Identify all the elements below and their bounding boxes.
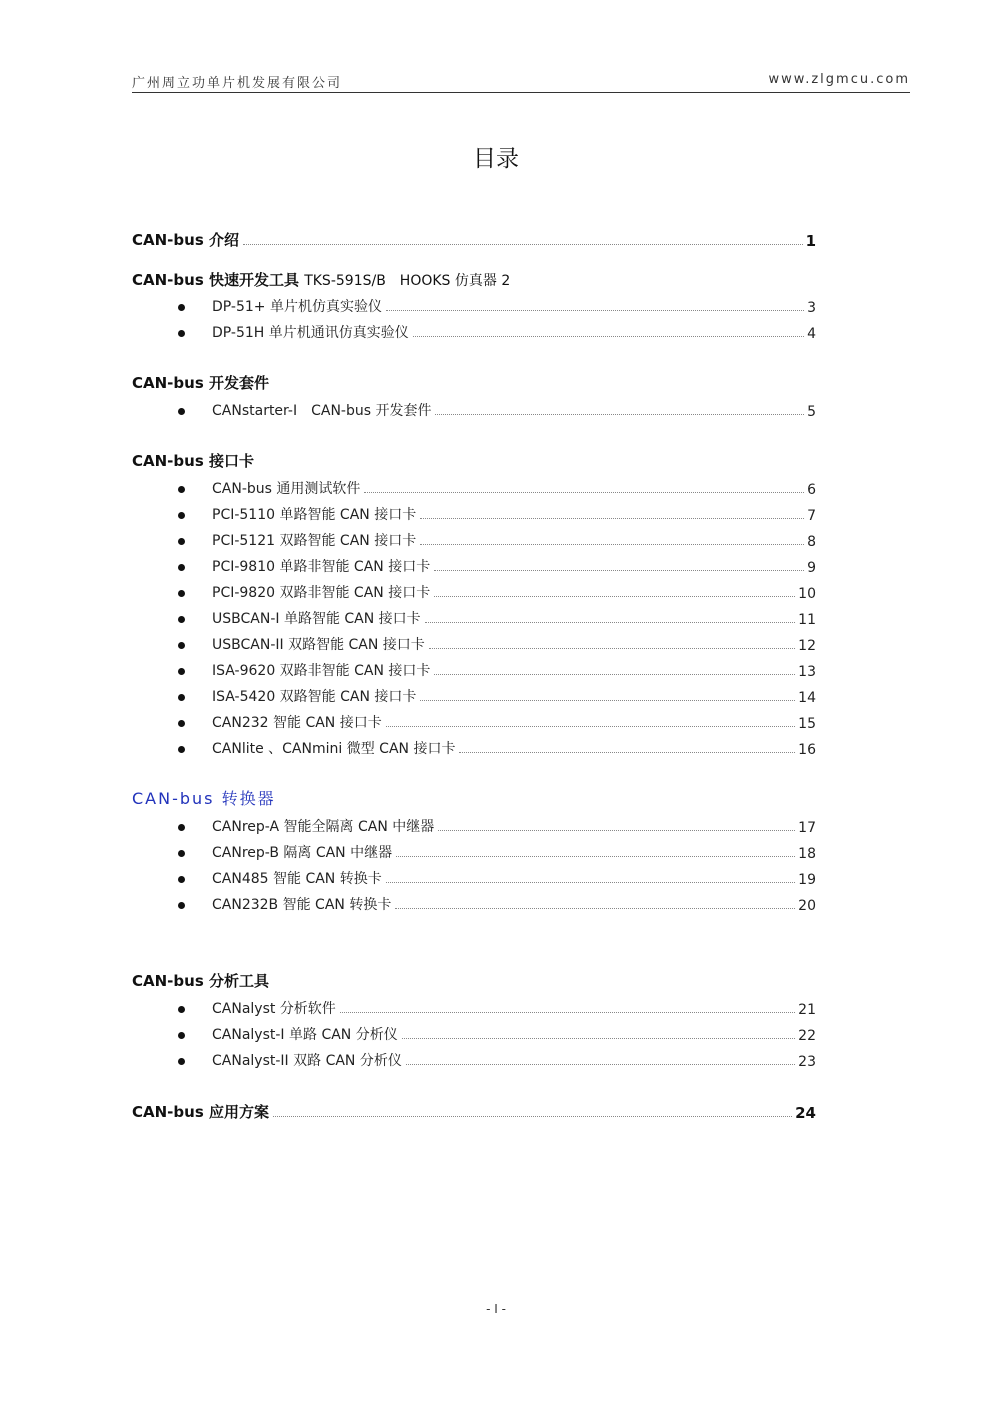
bullet-icon (178, 538, 185, 545)
page-number: 20 (798, 898, 816, 914)
toc-item[interactable]: PCI-9810 单路非智能 CAN 接口卡 9 (212, 554, 816, 576)
page-number: 18 (798, 846, 816, 862)
page-number: 23 (798, 1054, 816, 1070)
bullet-icon (178, 824, 185, 831)
bullet-icon (178, 408, 185, 415)
toc-heading-cards[interactable]: CAN-bus 接口卡 (132, 452, 254, 470)
toc-item[interactable]: CANrep-A 智能全隔离 CAN 中继器 17 (212, 814, 816, 836)
website-url: www.zlgmcu.com (768, 72, 910, 87)
toc-entry-intro[interactable]: CAN-bus 介绍 1 (132, 231, 816, 250)
page-number: 24 (795, 1104, 816, 1122)
toc-item[interactable]: DP-51H 单片机通讯仿真实验仪 4 (212, 320, 816, 342)
leader-dots (243, 244, 803, 245)
leader-dots (395, 908, 795, 909)
leader-dots (420, 518, 804, 519)
bullet-icon (178, 642, 185, 649)
leader-dots (386, 310, 804, 311)
bullet-icon (178, 330, 185, 337)
leader-dots (435, 414, 804, 415)
page-number: 4 (807, 326, 816, 342)
bullet-icon (178, 616, 185, 623)
toc-item[interactable]: ISA-5420 双路智能 CAN 接口卡 14 (212, 684, 816, 706)
page-footer-number: - I - (486, 1302, 506, 1316)
bullet-icon (178, 304, 185, 311)
leader-dots (434, 570, 804, 571)
page-number: 12 (798, 638, 816, 654)
leader-dots (402, 1038, 795, 1039)
toc-item[interactable]: ISA-9620 双路非智能 CAN 接口卡 13 (212, 658, 816, 680)
page-number: 15 (798, 716, 816, 732)
bullet-icon (178, 746, 185, 753)
bullet-icon (178, 694, 185, 701)
toc-item[interactable]: CANlite 、CANmini 微型 CAN 接口卡 16 (212, 736, 816, 758)
leader-dots (413, 336, 804, 337)
page-number: 14 (798, 690, 816, 706)
toc-item[interactable]: CAN232B 智能 CAN 转换卡 20 (212, 892, 816, 914)
leader-dots (273, 1116, 792, 1117)
toc-item[interactable]: PCI-5121 双路智能 CAN 接口卡 8 (212, 528, 816, 550)
page-number: 6 (807, 482, 816, 498)
toc-heading-analysis[interactable]: CAN-bus 分析工具 (132, 972, 269, 990)
bullet-icon (178, 1058, 185, 1065)
page-number: 10 (798, 586, 816, 602)
bullet-icon (178, 668, 185, 675)
page-number: 5 (807, 404, 816, 420)
bullet-icon (178, 1006, 185, 1013)
page-number: 17 (798, 820, 816, 836)
leader-dots (364, 492, 804, 493)
toc-item[interactable]: CANrep-B 隔离 CAN 中继器 18 (212, 840, 816, 862)
heading-subtitle: TKS-591S/B HOOKS 仿真器 2 (304, 273, 511, 289)
leader-dots (406, 1064, 795, 1065)
page-number: 9 (807, 560, 816, 576)
bullet-icon (178, 1032, 185, 1039)
leader-dots (459, 752, 795, 753)
toc-item[interactable]: USBCAN-I 单路智能 CAN 接口卡 11 (212, 606, 816, 628)
bullet-icon (178, 876, 185, 883)
page-number: 1 (805, 232, 816, 250)
leader-dots (425, 622, 795, 623)
toc-item[interactable]: PCI-9820 双路非智能 CAN 接口卡 10 (212, 580, 816, 602)
toc-item[interactable]: DP-51+ 单片机仿真实验仪 3 (212, 294, 816, 316)
company-name: 广州周立功单片机发展有限公司 (132, 76, 343, 91)
leader-dots (434, 674, 795, 675)
bullet-icon (178, 564, 185, 571)
page-number: 19 (798, 872, 816, 888)
bullet-icon (178, 590, 185, 597)
page-number: 3 (807, 300, 816, 316)
toc-item[interactable]: CAN232 智能 CAN 接口卡 15 (212, 710, 816, 732)
toc-item[interactable]: CAN-bus 通用测试软件 6 (212, 476, 816, 498)
toc-item[interactable]: CAN485 智能 CAN 转换卡 19 (212, 866, 816, 888)
page-number: 21 (798, 1002, 816, 1018)
toc-heading-kit[interactable]: CAN-bus 开发套件 (132, 374, 269, 392)
page-number: 16 (798, 742, 816, 758)
page-title: 目录 (473, 146, 519, 172)
bullet-icon (178, 902, 185, 909)
toc-item[interactable]: CANalyst-I 单路 CAN 分析仪 22 (212, 1022, 816, 1044)
leader-dots (438, 830, 795, 831)
toc-heading-converters[interactable]: CAN-bus 转换器 (132, 789, 276, 808)
bullet-icon (178, 486, 185, 493)
leader-dots (434, 596, 795, 597)
leader-dots (386, 726, 795, 727)
toc-item[interactable]: CANstarter-I CAN-bus 开发套件 5 (212, 398, 816, 420)
toc-heading-tools[interactable]: CAN-bus 快速开发工具 TKS-591S/B HOOKS 仿真器 2 (132, 271, 511, 289)
toc-entry-applications[interactable]: CAN-bus 应用方案 24 (132, 1103, 816, 1122)
page-number: 8 (807, 534, 816, 550)
leader-dots (420, 700, 795, 701)
page-number: 11 (798, 612, 816, 628)
leader-dots (386, 882, 795, 883)
bullet-icon (178, 512, 185, 519)
page-number: 22 (798, 1028, 816, 1044)
toc-item[interactable]: USBCAN-II 双路智能 CAN 接口卡 12 (212, 632, 816, 654)
leader-dots (396, 856, 795, 857)
toc-item[interactable]: PCI-5110 单路智能 CAN 接口卡 7 (212, 502, 816, 524)
bullet-icon (178, 850, 185, 857)
leader-dots (429, 648, 795, 649)
bullet-icon (178, 720, 185, 727)
leader-dots (420, 544, 804, 545)
leader-dots (340, 1012, 795, 1013)
page-number: 7 (807, 508, 816, 524)
toc-item[interactable]: CANalyst-II 双路 CAN 分析仪 23 (212, 1048, 816, 1070)
page-number: 13 (798, 664, 816, 680)
toc-item[interactable]: CANalyst 分析软件 21 (212, 996, 816, 1018)
